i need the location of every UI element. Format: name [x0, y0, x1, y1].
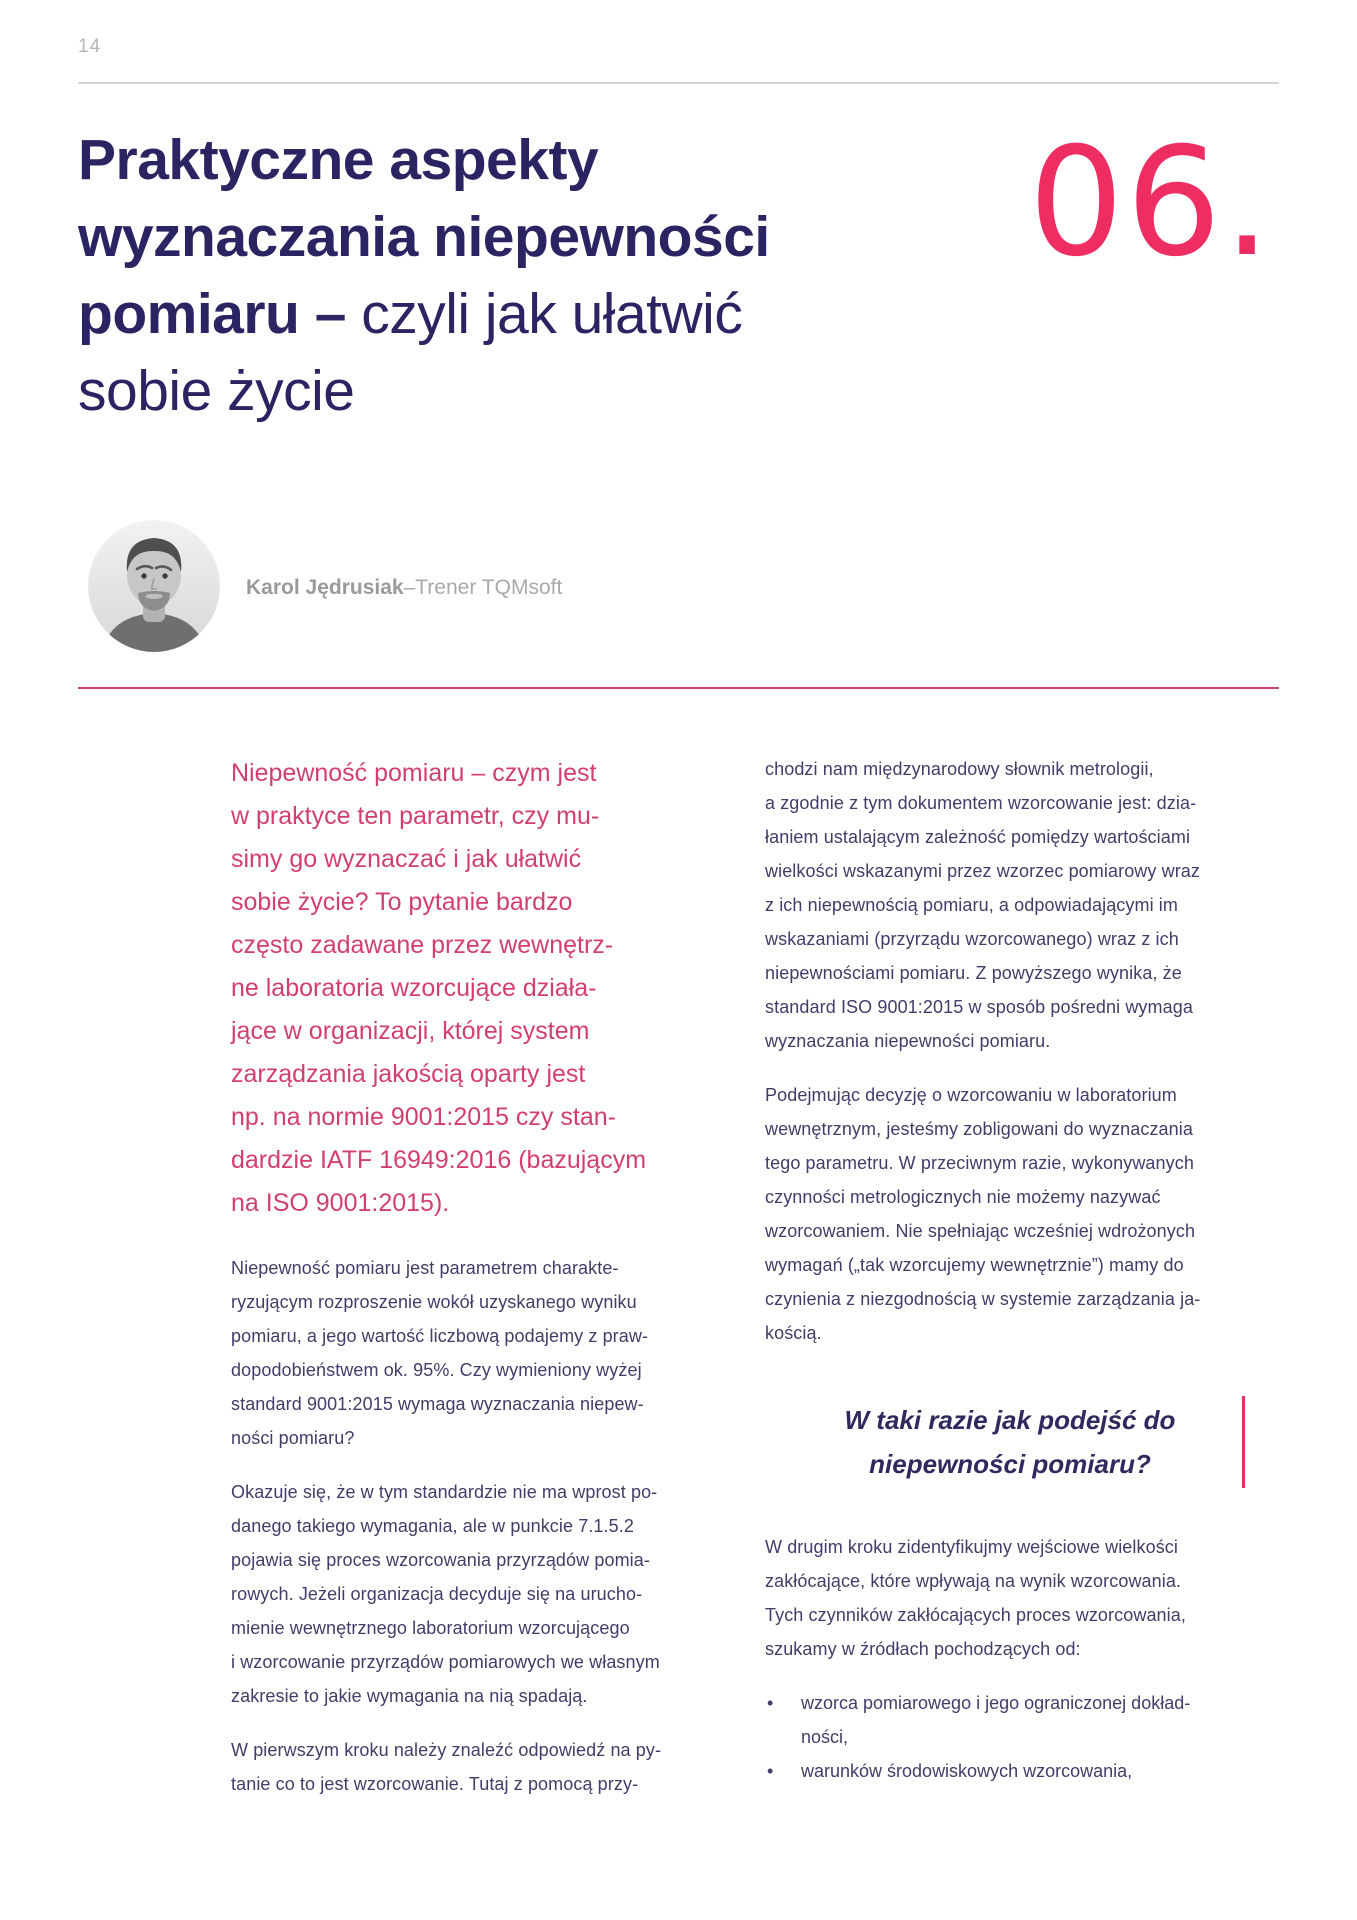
bullet-list: [765, 1686, 1255, 1788]
author-name: Karol Jędrusiak: [246, 576, 404, 599]
bullet-text: warunków środowiskowych wzorcowania,: [801, 1761, 1133, 1781]
page-number: 14: [78, 36, 102, 57]
author-avatar: [88, 520, 220, 652]
title-line-3-bold: pomiaru –: [78, 282, 362, 346]
chapter-number: 06.: [1028, 116, 1273, 290]
title-line-3: [78, 276, 770, 353]
section-heading: W taki razie jak podejść do niepewności pomiaru?: [844, 1405, 1176, 1479]
author-portrait-illustration: [88, 520, 220, 652]
left-column: [231, 752, 721, 1821]
title-line-1: Praktyczne aspekty: [78, 128, 599, 192]
author-byline: [246, 576, 562, 600]
lead-paragraph: Niepewność pomiaru – czym jest w praktyce ten parametr, czy mu- simy go wyznaczać i jak ułatwić sobie życie? To pytanie bardzo często zadawane przez wewnętrz- ne laboratoria wzorcujące działa- jące w organizacji, której system zarządzania jakością oparty jest np. na normie 9001:2015 czy stan- dardzie IATF 16949:2016 (bazującym na ISO 9001:2015).: [231, 759, 647, 1217]
paragraph: W drugim kroku zidentyfikujmy wejściowe wielkości zakłócające, które wpływają na wynik wzorcowania. Tych czynników zakłócających proces wzorcowania, szukamy w źródłach pochodzących od:: [765, 1537, 1186, 1659]
pink-divider: [78, 687, 1279, 689]
bullet-text: wzorca pomiarowego i jego ograniczonej dokład- ności,: [801, 1693, 1191, 1747]
list-item: [765, 1754, 1255, 1788]
paragraph: Okazuje się, że w tym standardzie nie ma wprost po- danego takiego wymagania, ale w punkcie 7.1.5.2 pojawia się proces wzorcowania przyrządów pomia- rowych. Jeżeli organizacja decyduje się na urucho- mienie wewnętrznego laboratorium wzorcującego i wzorcowanie przyrządów pomiarowych we własnym zakresie to jakie wymagania na nią spadają.: [231, 1482, 660, 1706]
list-item: [765, 1686, 1255, 1754]
paragraph: Niepewność pomiaru jest parametrem charakte- ryzującym rozproszenie wokół uzyskanego wyniku pomiaru, a jego wartość liczbową podajemy z praw- dopodobieństwem ok. 95%. Czy wymieniony wyżej standard 9001:2015 wymaga wyznaczania niepew- ności pomiaru?: [231, 1258, 649, 1448]
title-line-3-light: czyli jak ułatwić: [361, 282, 743, 346]
paragraph: chodzi nam międzynarodowy słownik metrologii, a zgodnie z tym dokumentem wzorcowanie jest: dzia- łaniem ustalającym zależność pomiędzy wartościami wielkości wskazanymi przez wzorzec pomiarowy wraz z ich niepewnością pomiaru, a odpowiadającymi im wskazaniami (przyrządu wzorcowanego) wraz z ich niepewnościami pomiaru. Z powyższego wynika, że standard ISO 9001:2015 w sposób pośredni wymaga wyznaczania niepewności pomiaru.: [765, 759, 1201, 1051]
title-line-2: wyznaczania niepewności: [78, 205, 770, 269]
heading-accent-bar: [1242, 1396, 1245, 1488]
article-title: [78, 122, 770, 430]
right-column: [765, 752, 1255, 1788]
paragraph: W pierwszym kroku należy znaleźć odpowiedź na py- tanie co to jest wzorcowanie. Tutaj z pomocą przy-: [231, 1740, 662, 1794]
title-line-4: sobie życie: [78, 359, 355, 423]
paragraph: Podejmując decyzję o wzorcowaniu w laboratorium wewnętrznym, jesteśmy zobligowani do wyznaczania tego parametru. W przeciwnym razie, wykonywanych czynności metrologicznych nie możemy nazywać wzorcowaniem. Nie spełniając wcześniej wdrożonych wymagań („tak wzorcujemy wewnętrznie”) mamy do czynienia z niezgodnością w systemie zarządzania ja- kością.: [765, 1085, 1201, 1343]
top-divider: [78, 82, 1279, 84]
author-role: –Trener TQMsoft: [403, 576, 563, 599]
bullet-marker: •: [767, 1693, 774, 1713]
bullet-marker: •: [767, 1761, 774, 1781]
